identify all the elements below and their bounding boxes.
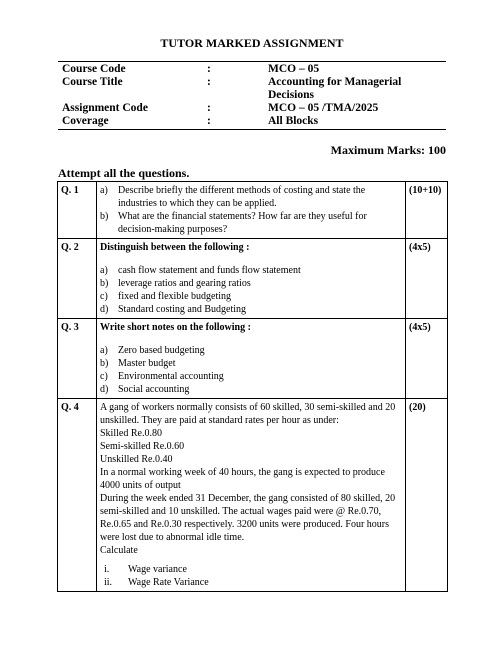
sub-question-letter: a) xyxy=(100,185,108,196)
sub-question-letter: b) xyxy=(100,211,109,222)
question-number: Q. 1 xyxy=(58,182,97,239)
question-text-line: Semi-skilled Re.0.60 xyxy=(100,441,185,452)
coverage-colon: : xyxy=(207,115,211,127)
question-row-4 xyxy=(58,399,448,592)
sub-question-text: Standard costing and Budgeting xyxy=(118,304,247,315)
question-row-3 xyxy=(58,319,448,399)
questions-table xyxy=(57,181,448,592)
assignment-code-value: MCO – 05 /TMA/2025 xyxy=(268,102,379,114)
question-text-line: In a normal working week of 40 hours, the gang is expected to produce 4000 units of output xyxy=(100,467,385,491)
assignment-code-label: Assignment Code xyxy=(62,102,148,114)
question-number: Q. 4 xyxy=(58,399,97,592)
sub-question-text: Wage variance xyxy=(128,564,187,575)
sub-question-text: Wage Rate Variance xyxy=(128,577,209,588)
sub-question xyxy=(100,370,402,383)
info-top-rule xyxy=(58,61,446,62)
sub-question xyxy=(100,290,402,303)
question-heading: Distinguish between the following : xyxy=(100,242,250,253)
question-marks: (4x5) xyxy=(406,239,448,319)
question-body xyxy=(97,319,406,399)
course-code-value: MCO – 05 xyxy=(268,63,320,75)
question-text-line: A gang of workers normally consists of 60 skilled, 30 semi-skilled and 20 unskilled. They are paid at standard rates per hour as under: xyxy=(100,402,396,426)
maximum-marks: Maximum Marks: 100 xyxy=(330,143,446,157)
sub-question-text: cash flow statement and funds flow statement xyxy=(118,265,301,276)
sub-question-text: Zero based budgeting xyxy=(118,345,205,356)
sub-question-text: fixed and flexible budgeting xyxy=(118,291,232,302)
sub-question-letter: b) xyxy=(100,358,109,369)
sub-question-letter: c) xyxy=(100,371,108,382)
sub-question-text: Describe briefly the different methods of costing and state the industries to which they can be applied. xyxy=(118,185,366,209)
question-number: Q. 3 xyxy=(58,319,97,399)
sub-question-text: Environmental accounting xyxy=(118,371,224,382)
sub-question-text: leverage ratios and gearing ratios xyxy=(118,278,251,289)
question-text-line: Unskilled Re.0.40 xyxy=(100,454,173,465)
sub-question xyxy=(100,210,402,236)
question-text-line: Calculate xyxy=(100,545,138,556)
sub-question-text: Master budget xyxy=(118,358,176,369)
course-title-value: Accounting for Managerial Decisions xyxy=(268,76,402,101)
sub-question xyxy=(100,264,402,277)
question-text-line: Skilled Re.0.80 xyxy=(100,428,162,439)
sub-question-letter: ii. xyxy=(104,577,113,588)
sub-question xyxy=(100,277,402,290)
sub-question-letter: d) xyxy=(100,384,109,395)
course-title-colon: : xyxy=(207,76,211,88)
question-body xyxy=(97,399,406,592)
sub-question-letter: a) xyxy=(100,265,108,276)
course-title-label: Course Title xyxy=(62,76,123,88)
question-marks: (20) xyxy=(406,399,448,592)
sub-question xyxy=(100,357,402,370)
question-row-2 xyxy=(58,239,448,319)
sub-question-letter: c) xyxy=(100,291,108,302)
sub-question-text: What are the financial statements? How far are they useful for decision-making purposes? xyxy=(118,211,367,235)
question-body xyxy=(97,182,406,239)
question-marks: (4x5) xyxy=(406,319,448,399)
sub-question-letter: a) xyxy=(100,345,108,356)
sub-question-letter: i. xyxy=(104,564,110,575)
course-code-label: Course Code xyxy=(62,63,126,75)
question-text-line: During the week ended 31 December, the gang consisted of 80 skilled, 20 semi-skilled and 10 unskilled. The actual wages paid were @ Re.0.70, Re.0.65 and Re.0.30 respectively. 3200 units were produced. Four hours were lost due to abnormal idle time. xyxy=(100,493,396,543)
sub-question xyxy=(100,576,402,589)
course-code-colon: : xyxy=(207,63,211,75)
sub-question xyxy=(100,303,402,316)
document-title: TUTOR MARKED ASSIGNMENT xyxy=(160,36,344,50)
sub-question xyxy=(100,344,402,357)
info-bottom-rule xyxy=(58,129,446,130)
question-marks: (10+10) xyxy=(406,182,448,239)
coverage-label: Coverage xyxy=(62,115,109,127)
instruction: Attempt all the questions. xyxy=(58,166,190,180)
sub-question-text: Social accounting xyxy=(118,384,190,395)
question-row-1 xyxy=(58,182,448,239)
question-heading: Write short notes on the following : xyxy=(100,322,251,333)
sub-question-letter: d) xyxy=(100,304,109,315)
question-body xyxy=(97,239,406,319)
assignment-code-colon: : xyxy=(207,102,211,114)
sub-question xyxy=(100,184,402,210)
sub-question xyxy=(100,383,402,396)
sub-question-letter: b) xyxy=(100,278,109,289)
question-number: Q. 2 xyxy=(58,239,97,319)
coverage-value: All Blocks xyxy=(268,115,319,127)
sub-question xyxy=(100,563,402,576)
